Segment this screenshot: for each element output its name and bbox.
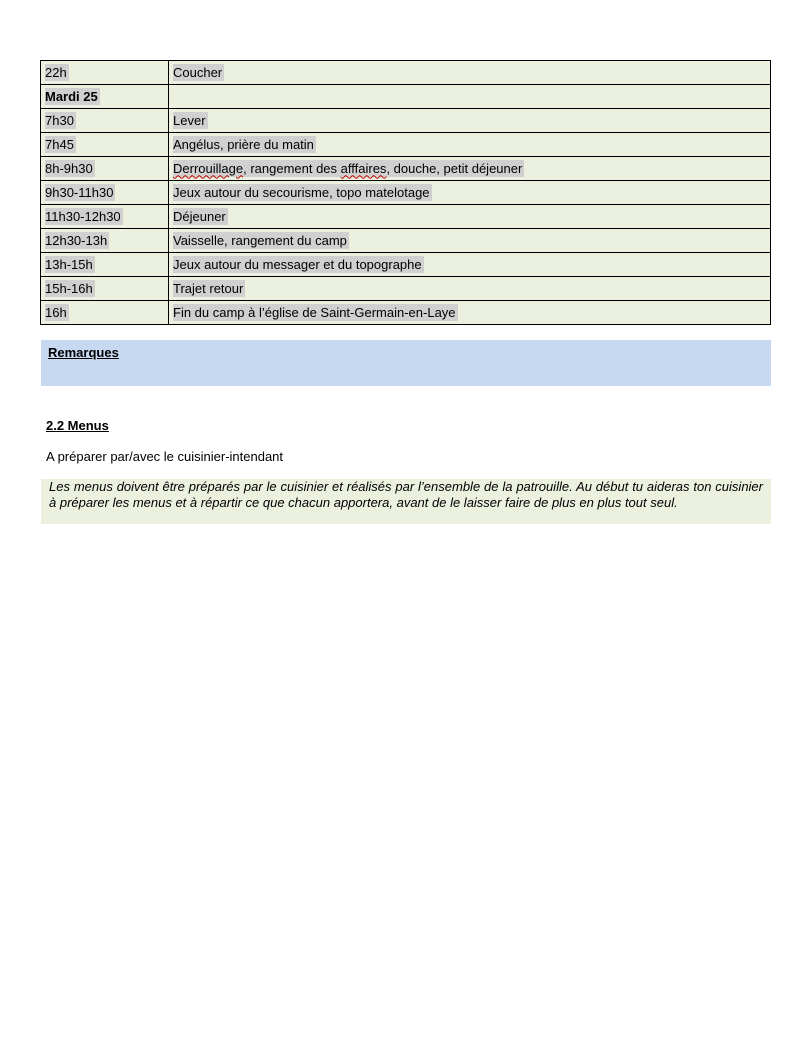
schedule-table (40, 60, 771, 325)
activity-cell: Jeux autour du messager et du topographe (169, 253, 771, 277)
activity-cell: Trajet retour (169, 277, 771, 301)
table-row (41, 133, 771, 157)
time-cell: 12h30-13h (41, 229, 169, 253)
table-row (41, 301, 771, 325)
remarks-title: Remarques (48, 345, 119, 360)
activity-cell: Jeux autour du secourisme, topo matelotage (169, 181, 771, 205)
time-cell: 8h-9h30 (41, 157, 169, 181)
table-row (41, 277, 771, 301)
time-cell: 7h30 (41, 109, 169, 133)
table-row (41, 181, 771, 205)
activity-cell: Déjeuner (169, 205, 771, 229)
table-row (41, 229, 771, 253)
activity-cell: Fin du camp à l’église de Saint-Germain-en-Laye (169, 301, 771, 325)
activity-cell: Lever (169, 109, 771, 133)
activity-cell (169, 85, 771, 109)
menus-note-box (41, 479, 771, 524)
time-cell: 22h (41, 61, 169, 85)
spellcheck-word[interactable]: Derrouillage (173, 160, 244, 176)
table-row-day-header (41, 85, 771, 109)
activity-cell (169, 157, 771, 181)
table-row (41, 157, 771, 181)
menus-note-text: Les menus doivent être préparés par le cuisinier et réalisés par l’ensemble de la patrouille. Au début tu aideras ton cuisinier à préparer les menus et à répartir ce que chacun apportera, avant de le laisser faire de plus en plus tout seul. (49, 479, 763, 510)
table-row (41, 205, 771, 229)
activity-cell: Vaisselle, rangement du camp (169, 229, 771, 253)
spellcheck-word[interactable]: afffaires (340, 160, 387, 176)
activity-text: Derrouillage, rangement des afffaires, douche, petit déjeuner (173, 160, 523, 176)
day-cell: Mardi 25 (41, 85, 169, 109)
table-row (41, 61, 771, 85)
section-subtitle: A préparer par/avec le cuisinier-intendant (46, 449, 284, 464)
table-row (41, 253, 771, 277)
time-cell: 11h30-12h30 (41, 205, 169, 229)
time-cell: 7h45 (41, 133, 169, 157)
activity-cell: Coucher (169, 61, 771, 85)
remarks-box (41, 340, 771, 386)
time-cell: 13h-15h (41, 253, 169, 277)
activity-cell: Angélus, prière du matin (169, 133, 771, 157)
time-cell: 9h30-11h30 (41, 181, 169, 205)
time-cell: 16h (41, 301, 169, 325)
table-row (41, 109, 771, 133)
section-title: 2.2 Menus (46, 418, 109, 433)
time-cell: 15h-16h (41, 277, 169, 301)
